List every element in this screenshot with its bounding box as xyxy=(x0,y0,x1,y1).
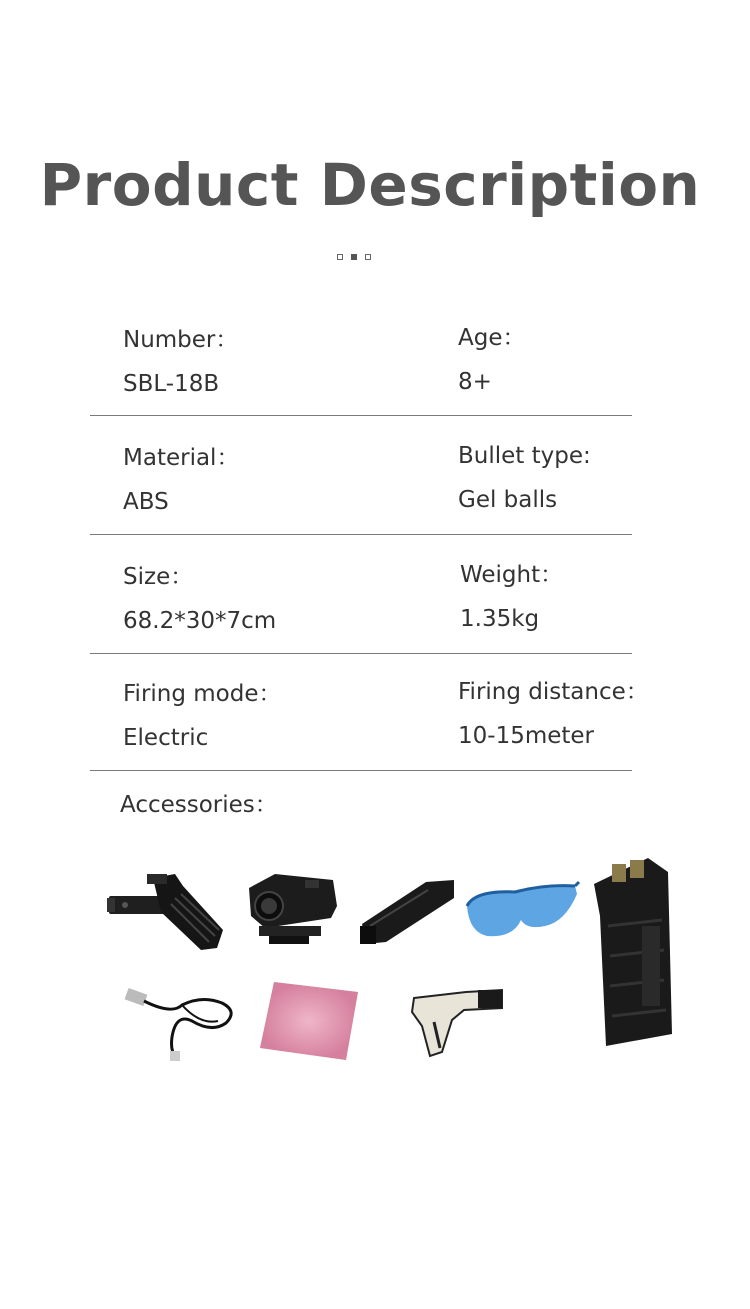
divider xyxy=(90,534,632,535)
spec-row-number-age xyxy=(90,298,632,416)
spec-row-material-bullet xyxy=(90,417,632,535)
spec-label: Age： xyxy=(458,325,526,351)
spec-row-firing xyxy=(90,653,649,771)
spec-firing-mode xyxy=(123,672,282,760)
ornament-square xyxy=(365,254,371,260)
goggles-icon xyxy=(465,880,580,942)
red-dot-sight-icon xyxy=(245,870,340,950)
spec-value: 68.2*30*7cm xyxy=(123,608,277,634)
gel-balls-pack-icon xyxy=(258,980,360,1062)
spec-material xyxy=(123,436,239,524)
divider xyxy=(90,415,632,416)
spec-label: Material： xyxy=(123,445,240,471)
spec-value: Gel balls xyxy=(458,487,558,513)
spec-label: Firing distance： xyxy=(458,679,649,705)
page-title: Product Description xyxy=(39,151,701,219)
spec-value: ABS xyxy=(123,489,169,515)
spec-row-size-weight xyxy=(90,536,632,654)
spec-number xyxy=(123,318,238,406)
spec-bullet-type xyxy=(458,434,591,522)
ornament-square xyxy=(337,254,343,260)
divider xyxy=(90,770,632,771)
spec-firing-distance xyxy=(458,670,649,758)
stock-icon xyxy=(408,982,506,1060)
spec-value: Electric xyxy=(123,725,209,751)
spec-value: 8+ xyxy=(458,369,492,395)
spec-label: Size： xyxy=(123,564,194,590)
ornament-square xyxy=(351,254,357,260)
spec-label: Weight： xyxy=(460,562,564,588)
foregrip-icon xyxy=(105,868,230,953)
spec-label: Firing mode： xyxy=(123,681,282,707)
spec-age xyxy=(458,316,525,404)
spec-weight xyxy=(460,553,563,641)
spec-value: 1.35kg xyxy=(460,606,540,632)
spec-label: Bullet type: xyxy=(458,443,591,469)
spec-value: SBL-18B xyxy=(123,371,220,397)
accessories-label: Accessories： xyxy=(120,792,278,818)
spec-size xyxy=(123,555,276,643)
spec-label: Number： xyxy=(123,327,239,353)
battery-box-icon xyxy=(358,876,458,948)
title-ornament xyxy=(337,254,371,260)
spec-value: 10-15meter xyxy=(458,723,595,749)
magazine-icon xyxy=(592,856,674,1048)
usb-charger-icon xyxy=(122,985,240,1063)
